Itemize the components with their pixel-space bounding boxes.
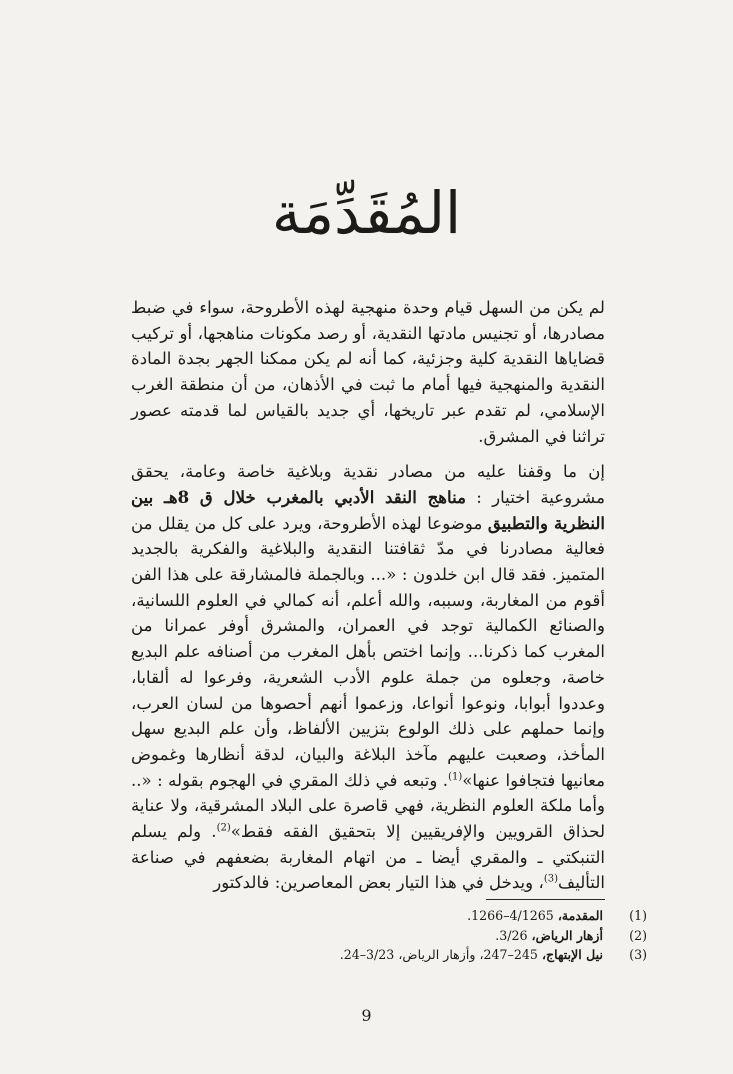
footnote-ref-1[interactable]: (1) bbox=[448, 771, 463, 783]
paragraph-2-part-4: ، ويدخل في هذا التيار بعض المعاصرين: فالدكتور bbox=[213, 873, 544, 893]
page-number: 9 bbox=[361, 1006, 372, 1025]
paragraph-2-part-1: موضوعا لهذه الأطروحة، ويرد على كل من يقلل من فعالية مصادرنا في مدّ ثقافتنا النقدية والبلاغية والفكرية بالجديد المتميز. فقد قال ابن خلدون : «... وبالجملة فالمشارقة على هذا الفن أقوم من المغاربة، وسببه، والله أعلم، أنه كمالي في العلوم اللسانية، والصنائع الكمالية توجد في العمران، والمشرق أوفر عمرانا من المغرب كما ذكرنا... وإنما اختص بأهل المغرب من أصنافه علم البديع خاصة، وجعلوه من جملة علوم الأدب الشعرية، وفرعوا له ألقابا، وعددوا أبوابا، ونوعوا أنواعا، وزعموا أنهم أحصوها من لسان العرب، وإنما حملهم على ذلك الولوع بتزيين الألفاظ، وأن علم البديع سهل المأخذ، وصعبت عليهم مآخذ البلاغة والبيان، لدقة أنظارها وغموض معانيها فتجافوا عنها» bbox=[131, 513, 605, 790]
footnote-ref-2[interactable]: (2) bbox=[216, 822, 231, 834]
footnote-detail: 4/1265–1266. bbox=[467, 908, 558, 923]
footnote-number: (2) bbox=[629, 927, 647, 943]
paragraph-1: لم يكن من السهل قيام وحدة منهجية لهذه الأطروحة، سواء في ضبط مصادرها، أو تجنيس مادتها النقدية، أو رصد مكونات مناهجها، أو تركيب قضاياها النقدية كلية وجزئية، كما أنه لم يكن ممكنا الجهر بجدة المادة النقدية والمنهجية فيها أمام ما ثبت في الأذهان، من أن منطقة الغرب الإسلامي، لم تقدم عبر تاريخها، أي جديد بالقياس لما قدمته عصور تراثنا في المشرق. bbox=[131, 298, 605, 446]
paragraph-2-part-3: . ولم يسلم التنبكتي ـ والمقري أيضا ـ من اتهام المغاربة بضعفهم في صناعة التأليف bbox=[131, 822, 605, 893]
footnote-1 bbox=[131, 906, 647, 926]
footnote-divider bbox=[486, 899, 605, 900]
footnote-ref-3[interactable]: (3) bbox=[543, 873, 559, 885]
footnote-3 bbox=[131, 945, 647, 965]
footnote-detail: 3/26. bbox=[495, 927, 532, 943]
thesis-title: مناهج النقد الأدبي بالمغرب خلال ق 8هـ بين النظرية والتطبيق bbox=[131, 486, 605, 533]
footnote-text bbox=[131, 906, 603, 926]
footnote-number: (1) bbox=[629, 908, 647, 923]
footnote-2 bbox=[131, 926, 647, 946]
footnotes bbox=[131, 906, 647, 965]
paragraph-2-part-2: . وتبعه في ذلك المقري في الهجوم بقوله : «.. وأما ملكة العلوم النظرية، فهي قاصرة على البلاد المشرقية، ولا عناية لحذاق القرويين والإفريقيين إلا بتحقيق الفقه فقط» bbox=[131, 770, 605, 842]
footnote-text bbox=[131, 945, 603, 965]
footnote-source: أزهار الرياض، bbox=[531, 927, 603, 943]
paragraph-2-start: إن ما وقفنا عليه من مصادر نقدية وبلاغية خاصة وعامة، يحقق مشروعية اختيار : bbox=[131, 462, 605, 507]
page-title: المُقَدِّمَة bbox=[271, 179, 462, 247]
footnote-detail: 245–247، وأزهار الرياض، 3/23–24. bbox=[339, 947, 542, 962]
paragraph-2 bbox=[131, 459, 605, 896]
footnote-text bbox=[131, 926, 603, 946]
footnote-source: نيل الإبتهاج، bbox=[541, 947, 603, 962]
footnote-number: (3) bbox=[629, 947, 647, 962]
main-text bbox=[131, 295, 605, 896]
footnote-source: المقدمة، bbox=[557, 908, 603, 923]
